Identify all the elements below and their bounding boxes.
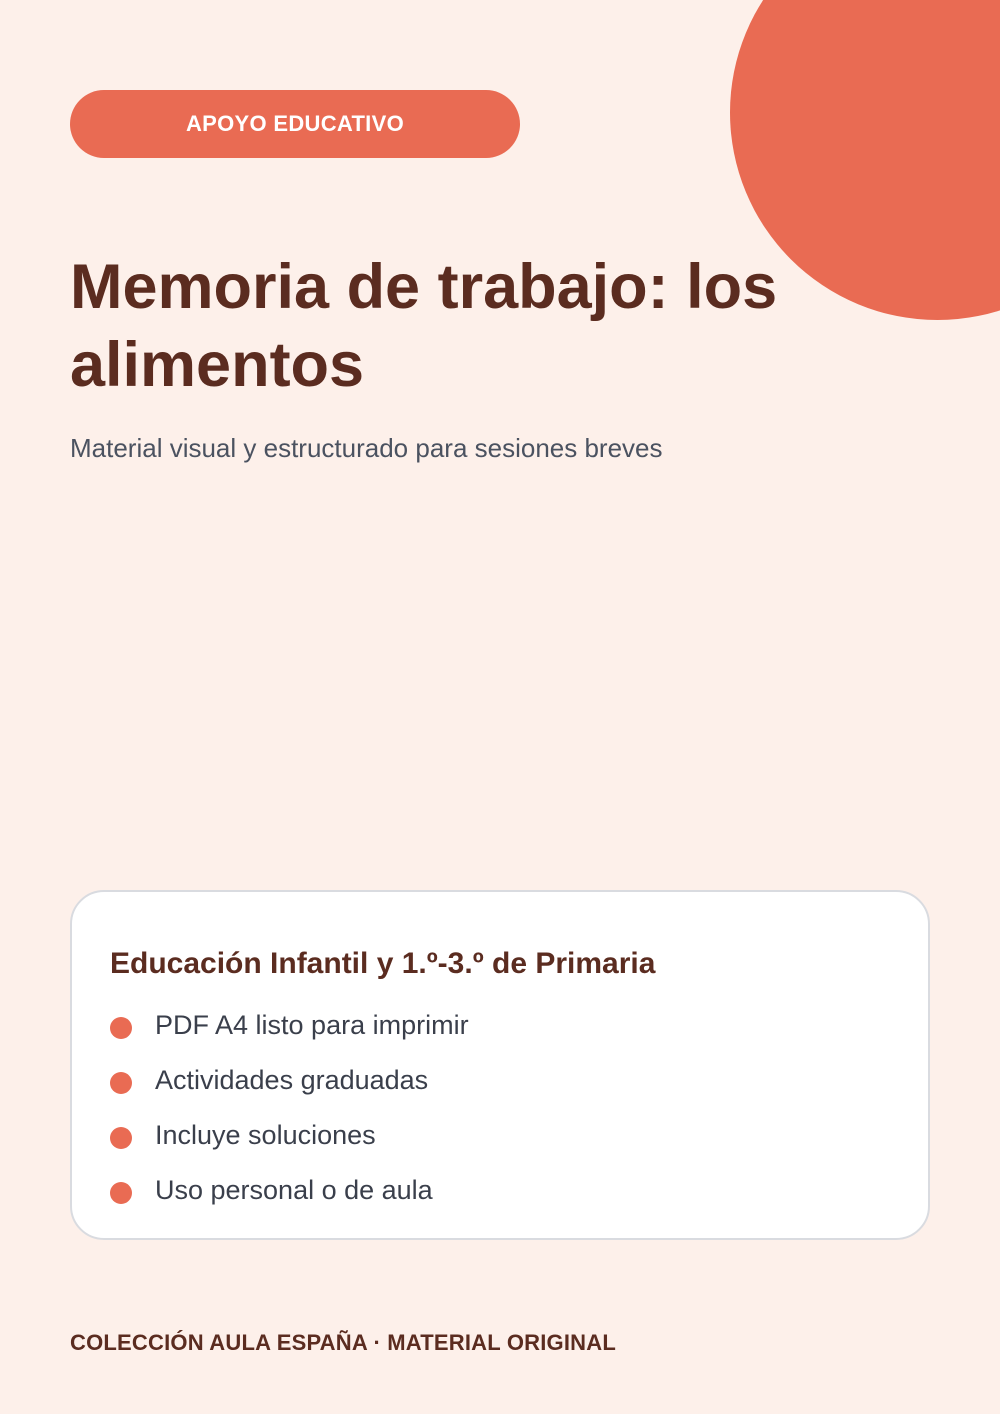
feature-list xyxy=(110,1005,469,1225)
feature-item xyxy=(110,1170,469,1225)
feature-item xyxy=(110,1115,469,1170)
bullet-dot-icon xyxy=(110,1072,132,1094)
info-card xyxy=(70,890,930,1240)
category-badge: APOYO EDUCATIVO xyxy=(70,90,520,158)
feature-text: Incluye soluciones xyxy=(155,1120,376,1150)
card-heading: Educación Infantil y 1.º-3.º de Primaria xyxy=(110,947,656,980)
feature-text: Uso personal o de aula xyxy=(155,1175,433,1205)
page-title: Memoria de trabajo: los alimentos xyxy=(70,252,778,400)
feature-item xyxy=(110,1060,469,1115)
feature-item xyxy=(110,1005,469,1060)
collection-footer: COLECCIÓN AULA ESPAÑA · MATERIAL ORIGINAL xyxy=(70,1330,616,1355)
bullet-dot-icon xyxy=(110,1182,132,1204)
bullet-dot-icon xyxy=(110,1017,132,1039)
bullet-dot-icon xyxy=(110,1127,132,1149)
feature-text: PDF A4 listo para imprimir xyxy=(155,1010,469,1040)
feature-text: Actividades graduadas xyxy=(155,1065,429,1095)
page-subtitle: Material visual y estructurado para sesiones breves xyxy=(70,433,663,463)
